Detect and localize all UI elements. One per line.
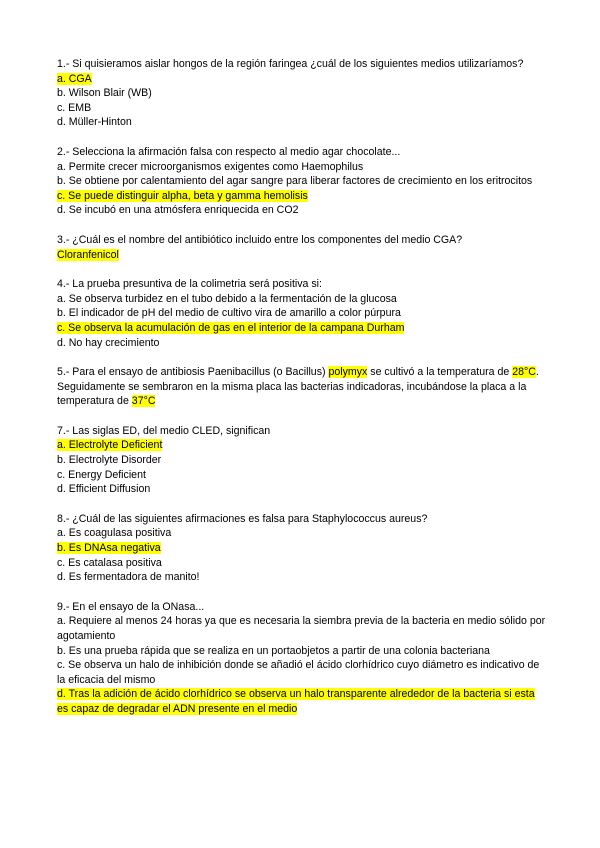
question-5-highlight-organism: polymyx bbox=[328, 366, 368, 379]
question-5-text-2: se cultivó a la temperatura de bbox=[367, 366, 513, 379]
question-1-option-b: b. Wilson Blair (WB) bbox=[57, 87, 152, 100]
question-9-option-a: a. Requiere al menos 24 horas ya que es necesaria la siembra previa de la bacteria en medio sólido por agotamiento bbox=[57, 615, 546, 642]
question-4-option-c: c. Se observa la acumulación de gas en el interior de la campana Durham bbox=[57, 321, 405, 334]
question-5-text-1: 5.- Para el ensayo de antibiosis Paenibacillus (o Bacillus) bbox=[57, 366, 329, 379]
question-2-option-c: c. Se puede distinguir alpha, beta y gamma hemolisis bbox=[57, 189, 308, 202]
question-7-option-a: a. Electrolyte Deficient bbox=[57, 439, 163, 452]
question-1-option-c: c. EMB bbox=[57, 101, 92, 114]
question-8-stem: 8.- ¿Cuál de las siguientes afirmaciones es falsa para Staphylococcus aureus? bbox=[57, 512, 428, 525]
question-5-text-3: . Seguidamente se sembraron en la misma placa las bacterias indicadoras, incubándose la placa a la temperatura de bbox=[57, 366, 539, 408]
question-5-paragraph bbox=[57, 365, 547, 409]
question-2-stem: 2.- Selecciona la afirmación falsa con respecto al medio agar chocolate... bbox=[57, 145, 401, 158]
question-7-stem: 7.- Las siglas ED, del medio CLED, significan bbox=[57, 424, 271, 437]
question-7 bbox=[57, 424, 547, 497]
document-page bbox=[57, 57, 547, 717]
question-4-option-a: a. Se observa turbidez en el tubo debido a la fermentación de la glucosa bbox=[57, 292, 397, 305]
question-8 bbox=[57, 512, 547, 585]
question-7-option-c: c. Energy Deficient bbox=[57, 468, 146, 481]
question-2-option-b: b. Se obtiene por calentamiento del agar sangre para liberar factores de crecimiento en los eritrocitos bbox=[57, 175, 533, 188]
question-8-option-b: b. Es DNAsa negativa bbox=[57, 542, 161, 555]
question-3-stem: 3.- ¿Cuál es el nombre del antibiótico incluido entre los componentes del medio CGA? bbox=[57, 233, 463, 246]
question-2-option-d: d. Se incubó en una atmósfera enriquecida en CO2 bbox=[57, 204, 299, 217]
question-9-option-d: d. Tras la adición de ácido clorhídrico se observa un halo transparente alrededor de la bacteria si esta es capaz de degradar el ADN presente en el medio bbox=[57, 688, 535, 715]
question-2-option-a: a. Permite crecer microorganismos exigentes como Haemophilus bbox=[57, 160, 364, 173]
question-3-answer: Cloranfenicol bbox=[57, 248, 119, 261]
question-4 bbox=[57, 277, 547, 350]
question-1-stem: 1.- Si quisieramos aislar hongos de la región faringea ¿cuál de los siguientes medios utilizaríamos? bbox=[57, 58, 524, 70]
question-1 bbox=[57, 57, 547, 130]
question-9-option-b: b. Es una prueba rápida que se realiza en un portaobjetos a partir de una colonia bacteriana bbox=[57, 644, 490, 657]
question-4-option-b: b. El indicador de pH del medio de cultivo vira de amarillo a color púrpura bbox=[57, 307, 401, 320]
question-5-highlight-temp-1: 28°C bbox=[512, 366, 536, 379]
question-7-option-b: b. Electrolyte Disorder bbox=[57, 454, 162, 467]
question-8-option-a: a. Es coagulasa positiva bbox=[57, 527, 172, 540]
question-4-option-d: d. No hay crecimiento bbox=[57, 336, 160, 349]
question-5-highlight-temp-2: 37°C bbox=[131, 395, 156, 408]
question-7-option-d: d. Efficient Diffusion bbox=[57, 483, 151, 496]
question-9-option-c: c. Se observa un halo de inhibición donde se añadió el ácido clorhídrico cuyo diámetro es indicativo de la eficacia del mismo bbox=[57, 659, 540, 686]
question-8-option-c: c. Es catalasa positiva bbox=[57, 556, 162, 569]
question-9 bbox=[57, 600, 547, 717]
question-9-stem: 9.- En el ensayo de la ONasa... bbox=[57, 600, 205, 613]
question-8-option-d: d. Es fermentadora de manito! bbox=[57, 571, 200, 584]
question-5 bbox=[57, 365, 547, 409]
question-4-stem: 4.- La prueba presuntiva de la colimetria será positiva si: bbox=[57, 278, 322, 291]
question-3 bbox=[57, 233, 547, 262]
question-2 bbox=[57, 145, 547, 218]
question-1-option-d: d. Müller-Hinton bbox=[57, 116, 132, 129]
question-1-option-a: a. CGA bbox=[57, 72, 92, 85]
